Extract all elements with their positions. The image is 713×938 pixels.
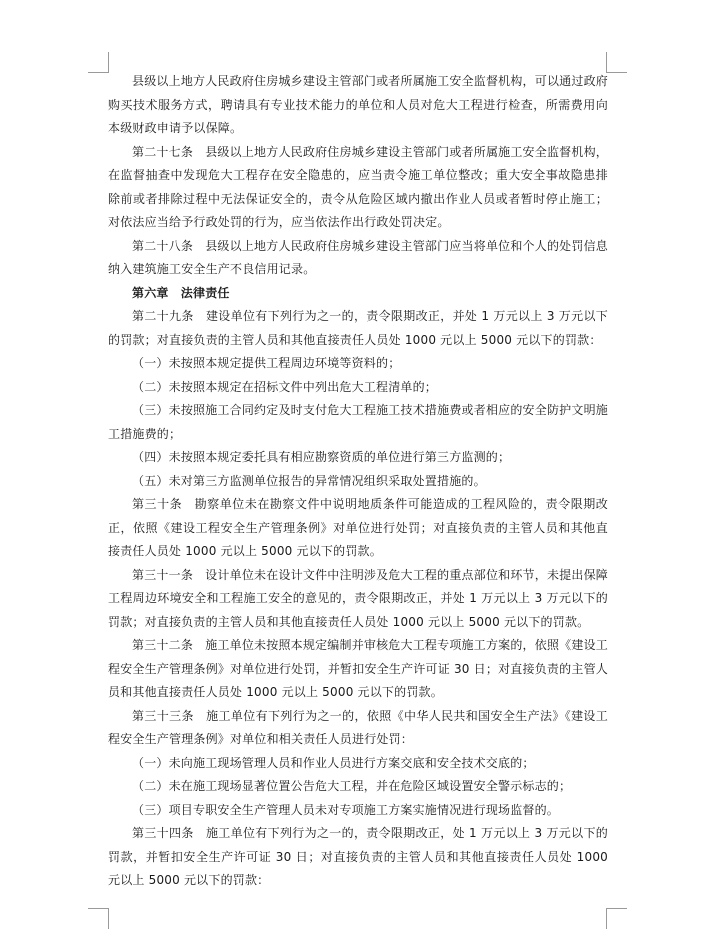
paragraph: 县级以上地方人民政府住房城乡建设主管部门或者所属施工安全监督机构，可以通过政府购买技术服务方式，聘请具有专业技术能力的单位和人员对危大工程进行检查，所需费用向本级财政申请予以保障。 [108,74,608,135]
article-31: 第三十一条 设计单位未在设计文件中注明涉及危大工程的重点部位和环节，未提出保障工程周边环境安全和工程施工安全的意见的，责令限期改正，并处 1 万元以上 3 万元以下的罚款；对直接负责的主管人员和其他直接责任人员处 1000 元以上 5000 元以下的罚款。 [108,567,608,629]
list-item: （一）未按照本规定提供工程周边环境等资料的； [132,356,401,370]
crop-mark-top-left [88,52,109,73]
list-item: （五）未对第三方监测单位报告的异常情况组织采取处置措施的。 [132,473,486,488]
crop-mark-bottom-left [88,908,109,929]
list-item: （二）未在施工现场显著位置公告危大工程，并在危险区域设置安全警示标志的； [132,779,572,793]
article-30: 第三十条 勘察单位未在勘察文件中说明地质条件可能造成的工程风险的，责令限期改正，依照《建设工程安全生产管理条例》对单位进行处罚；对直接负责的主管人员和其他直接责任人员处 1000 元以上 5000 元以下的罚款。 [108,497,608,558]
list-item: （三）未按照施工合同约定及时支付危大工程施工技术措施费或者相应的安全防护文明施工措施费的； [108,403,608,441]
crop-mark-top-right [606,52,627,73]
chapter-heading: 第六章 法律责任 [132,285,230,300]
article-27: 第二十七条 县级以上地方人民政府住房城乡建设主管部门或者所属施工安全监督机构，在监督抽查中发现危大工程存在安全隐患的，应当责令施工单位整改；重大安全事故隐患排除前或者排除过程中无法保证安全的，责令从危险区域内撤出作业人员或者暂时停止施工；对依法应当给予行政处罚的行为，应当依法作出行政处罚决定。 [108,144,608,229]
article-28: 第二十八条 县级以上地方人民政府住房城乡建设主管部门应当将单位和个人的处罚信息纳入建筑施工安全生产不良信用记录。 [108,238,608,276]
list-item: （二）未按照本规定在招标文件中列出危大工程清单的； [132,379,438,394]
document-body [108,70,608,893]
crop-mark-bottom-right [606,908,627,929]
article-29: 第二十九条 建设单位有下列行为之一的，责令限期改正，并处 1 万元以上 3 万元以下的罚款；对直接负责的主管人员和其他直接责任人员处 1000 元以上 5000 元以下的罚款： [108,309,608,347]
list-item: （四）未按照本规定委托具有相应勘察资质的单位进行第三方监测的； [132,450,511,464]
article-32: 第三十二条 施工单位未按照本规定编制并审核危大工程专项施工方案的，依照《建设工程安全生产管理条例》对单位进行处罚，并暂扣安全生产许可证 30 日；对直接负责的主管人员和其他直接责任人员处 1000 元以上 5000 元以下的罚款。 [108,638,608,699]
article-33: 第三十三条 施工单位有下列行为之一的，依照《中华人民共和国安全生产法》《建设工程安全生产管理条例》对单位和相关责任人员进行处罚： [108,708,608,746]
list-item: （一）未向施工现场管理人员和作业人员进行方案交底和安全技术交底的； [132,755,535,770]
article-34: 第三十四条 施工单位有下列行为之一的，责令限期改正，处 1 万元以上 3 万元以下的罚款，并暂扣安全生产许可证 30 日；对直接负责的主管人员和其他直接责任人员处 1000 元以上 5000 元以下的罚款： [108,826,608,887]
list-item: （三）项目专职安全生产管理人员未对专项施工方案实施情况进行现场监督的。 [132,802,560,817]
